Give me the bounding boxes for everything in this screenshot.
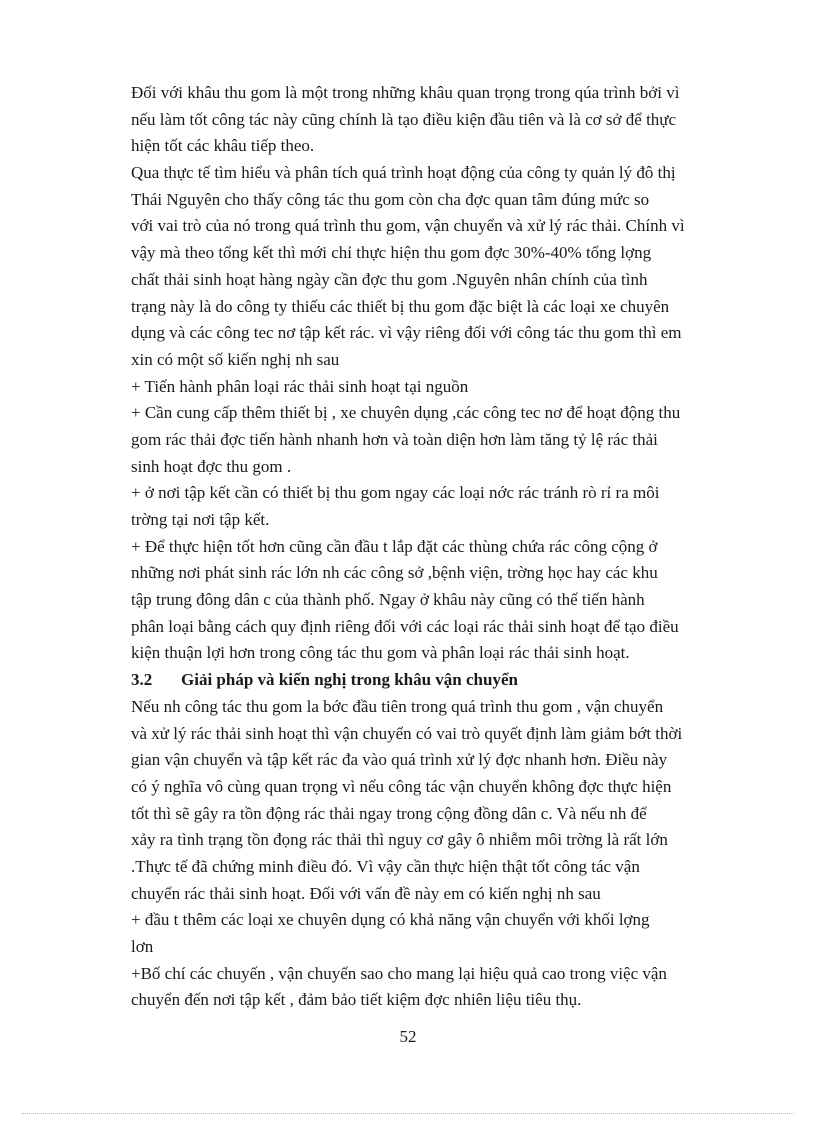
text-line: phân loại bằng cách quy định riêng đối với các loại rác thải sinh hoạt để tạo điều [131,616,679,636]
text-line: vậy mà theo tổng kết thì mới chỉ thực hiện thu gom đợc 30%-40% tổng lợng [131,243,652,263]
text-line: chuyển đến nơi tập kết , đảm bảo tiết kiệm đợc nhiên liệu tiêu thụ. [131,990,582,1010]
text-line: có ý nghĩa vô cùng quan trọng vì nếu công tác vận chuyển không đợc thực hiện [131,776,672,796]
bullet-line: + ở nơi tập kết cần có thiết bị thu gom ngay các loại nớc rác tránh rò rỉ ra môi [131,483,660,503]
text-line: dụng và các công tec nơ tập kết rác. vì vậy riêng đối với công tác thu gom thì em [131,323,682,343]
paragraph-block-collection [131,694,741,1014]
text-line: với vai trò của nó trong quá trình thu gom, vận chuyển và xử lý rác thải. Chính vì [131,216,685,236]
text-line: trờng tại nơi tập kết. [131,510,270,529]
text-line: sinh hoạt đợc thu gom . [131,456,292,476]
section-title: Giải pháp và kiến nghị trong khâu vận chuyển [181,670,518,690]
paragraph-block-collection [131,80,741,667]
text-line: Nếu nh công tác thu gom la bớc đầu tiên trong quá trình thu gom , vận chuyển [131,696,664,716]
text-line: chuyển rác thải sinh hoạt. Đối với vấn đề này em có kiến nghị nh sau [131,883,601,903]
page-bottom-divider [22,1113,794,1114]
section-number: 3.2 [131,670,153,690]
bullet-line: + Để thực hiện tốt hơn cũng cần đầu t lắp đặt các thùng chứa rác công cộng ở [131,536,658,556]
text-line: kiện thuận lợi hơn trong công tác thu gom và phân loại rác thải sinh hoạt. [131,643,630,663]
text-line: nếu làm tốt công tác này cũng chính là tạo điều kiện đầu tiên và là cơ sở để thực [131,109,677,129]
text-line: xảy ra tình trạng tồn đọng rác thải thì nguy cơ gây ô nhiễm môi trờng là rất lớn [131,830,668,850]
text-line: chất thải sinh hoạt hàng ngày cần đợc thu gom .Nguyên nhân chính của tình [131,269,648,289]
text-line: Đối với khâu thu gom là một trong những khâu quan trọng trong qúa trình bởi vì [131,83,680,102]
text-line: những nơi phát sinh rác lớn nh các công sở ,bệnh viện, trờng học hay các khu [131,563,658,583]
text-line: Thái Nguyên cho thấy công tác thu gom còn cha đợc quan tâm đúng mức so [131,189,650,209]
section-heading [131,667,741,694]
text-line: lơn [131,937,154,956]
text-line: hiện tốt các khâu tiếp theo. [131,136,315,156]
text-line: Qua thực tế tìm hiểu và phân tích quá trình hoạt động của công ty quản lý đô thị [131,163,676,183]
bullet-line: + Tiến hành phân loại rác thải sinh hoạt tại nguồn [131,376,469,396]
text-line: .Thực tế đã chứng minh điều đó. Vì vậy cần thực hiện thật tốt công tác vận [131,856,640,876]
text-line: gom rác thải đợc tiến hành nhanh hơn và toàn diện hơn làm tăng tỷ lệ rác thải [131,429,658,449]
text-line: gian vận chuyển và tập kết rác đa vào quá trình xử lý đợc nhanh hơn. Điều này [131,750,668,770]
text-line: xin có một số kiến nghị nh sau [131,349,340,369]
page-number: 52 [399,1027,417,1046]
document-body [131,80,741,1014]
bullet-line: + Cần cung cấp thêm thiết bị , xe chuyên dụng ,các công tec nơ để hoạt động thu [131,403,681,423]
bullet-line: + đầu t thêm các loại xe chuyên dụng có khả năng vận chuyển với khối lợng [131,910,650,930]
text-line: tập trung đông dân c của thành phố. Ngay ở khâu này cũng có thế tiến hành [131,590,645,610]
bullet-line: +Bố chí các chuyến , vận chuyển sao cho mang lại hiệu quả cao trong việc vận [131,963,667,983]
text-line: trạng này là do công ty thiếu các thiết bị thu gom đặc biệt là các loại xe chuyên [131,296,670,316]
text-line: và xử lý rác thải sinh hoạt thì vận chuyển có vai trò quyết định làm giảm bớt thời [131,723,683,743]
text-line: tốt thì sẽ gây ra tồn động rác thải ngay trong cộng đồng dân c. Và nếu nh để [131,803,647,823]
